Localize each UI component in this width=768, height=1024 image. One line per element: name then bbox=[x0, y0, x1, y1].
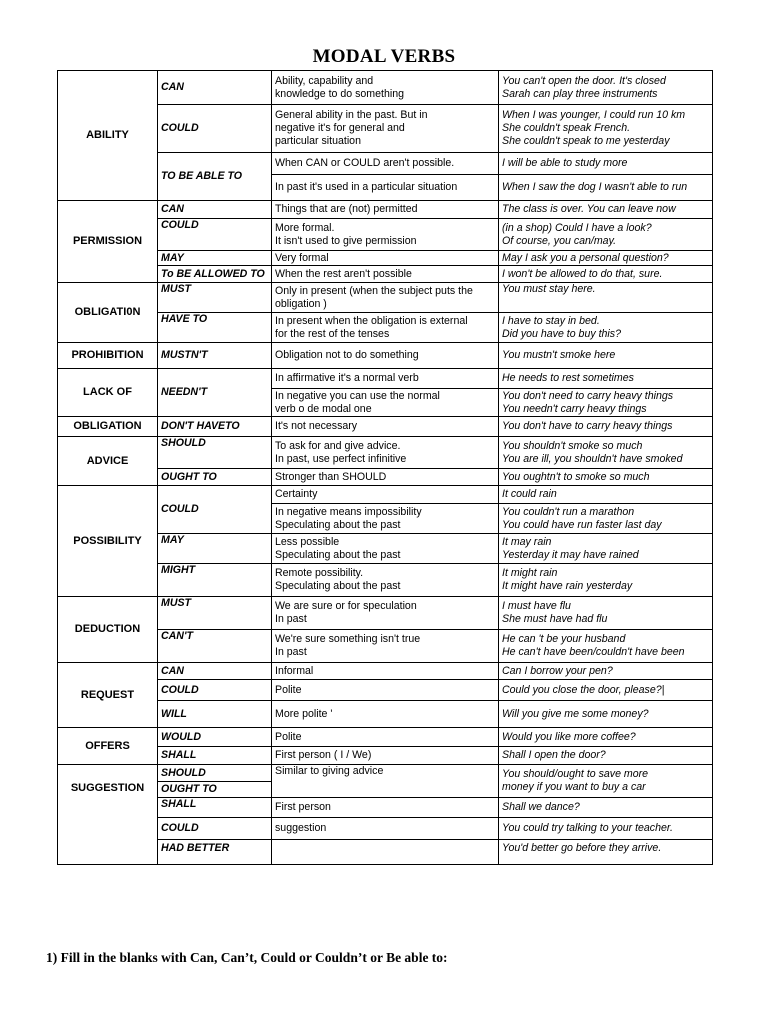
modal-verb: MUSTN'T bbox=[158, 343, 272, 369]
usage-cell: We are sure or for speculation In past bbox=[272, 597, 499, 630]
usage-cell: In past it's used in a particular situation bbox=[272, 175, 499, 201]
example-cell: You don't have to carry heavy things bbox=[499, 417, 713, 437]
example-cell: He can 't be your husband He can't have been/couldn't have been bbox=[499, 630, 713, 663]
table-row bbox=[58, 417, 713, 437]
example-cell: Shall we dance? bbox=[499, 798, 713, 818]
category-deduction: DEDUCTION bbox=[58, 597, 158, 663]
example-cell: You should/ought to save more money if you want to buy a car bbox=[499, 765, 713, 798]
usage-cell: Polite bbox=[272, 728, 499, 747]
usage-cell: First person bbox=[272, 798, 499, 818]
usage-cell: First person ( I / We) bbox=[272, 747, 499, 765]
example-cell: He needs to rest sometimes bbox=[499, 369, 713, 389]
category-offers: OFFERS bbox=[58, 728, 158, 765]
example-cell: The class is over. You can leave now bbox=[499, 201, 713, 219]
modal-verb: WILL bbox=[158, 701, 272, 728]
usage-cell: Very formal bbox=[272, 251, 499, 266]
category-prohibition: PROHIBITION bbox=[58, 343, 158, 369]
modal-verb: SHOULD bbox=[158, 437, 272, 469]
modal-verb: CAN bbox=[158, 71, 272, 105]
example-cell: You oughtn't to smoke so much bbox=[499, 469, 713, 486]
usage-cell: Informal bbox=[272, 663, 499, 680]
usage-cell: Stronger than SHOULD bbox=[272, 469, 499, 486]
usage-cell: It's not necessary bbox=[272, 417, 499, 437]
usage-cell: In negative you can use the normal verb o de modal one bbox=[272, 389, 499, 417]
modal-verb: DON'T HAVETO bbox=[158, 417, 272, 437]
example-cell: It might rain It might have rain yesterday bbox=[499, 564, 713, 597]
example-cell: You'd better go before they arrive. bbox=[499, 840, 713, 865]
table-row bbox=[58, 71, 713, 105]
modal-verb: MIGHT bbox=[158, 564, 272, 597]
modal-verb: To BE ALLOWED TO bbox=[158, 266, 272, 283]
example-cell: I must have flu She must have had flu bbox=[499, 597, 713, 630]
usage-cell: Things that are (not) permitted bbox=[272, 201, 499, 219]
usage-cell: More formal. It isn't used to give permission bbox=[272, 219, 499, 251]
usage-cell: Only in present (when the subject puts the obligation ) bbox=[272, 283, 499, 313]
modal-verb: MAY bbox=[158, 534, 272, 564]
modal-verb: SHALL bbox=[158, 747, 272, 765]
modal-verb: MUST bbox=[158, 597, 272, 630]
modal-verb: NEEDN'T bbox=[158, 369, 272, 417]
modal-verb: COULD bbox=[158, 105, 272, 153]
exercise-instruction: 1) Fill in the blanks with Can, Can’t, Could or Couldn’t or Be able to: bbox=[46, 950, 448, 965]
example-cell: It may rain Yesterday it may have rained bbox=[499, 534, 713, 564]
category-obligation-label: OBLIGATION bbox=[58, 417, 158, 437]
example-cell: I will be able to study more bbox=[499, 153, 713, 175]
usage-cell: suggestion bbox=[272, 818, 499, 840]
example-cell: I won't be allowed to do that, sure. bbox=[499, 266, 713, 283]
page-title: MODAL VERBS bbox=[312, 46, 456, 67]
modal-verb: SHOULD bbox=[158, 765, 272, 782]
table-row bbox=[58, 486, 713, 504]
table-row bbox=[58, 369, 713, 389]
modal-verb: MUST bbox=[158, 283, 272, 313]
modal-verb: HAD BETTER bbox=[158, 840, 272, 865]
usage-cell: Polite bbox=[272, 680, 499, 701]
category-request: REQUEST bbox=[58, 663, 158, 728]
table-row bbox=[58, 663, 713, 680]
table-row bbox=[58, 283, 713, 313]
example-cell: When I was younger, I could run 10 km She couldn't speak French. She couldn't speak to me yesterday bbox=[499, 105, 713, 153]
usage-cell: To ask for and give advice. In past, use perfect infinitive bbox=[272, 437, 499, 469]
example-cell: You shouldn't smoke so much You are ill, you shouldn't have smoked bbox=[499, 437, 713, 469]
category-obligation: OBLIGATI0N bbox=[58, 283, 158, 343]
modal-verb: OUGHT TO bbox=[158, 469, 272, 486]
category-permission: PERMISSION bbox=[58, 201, 158, 283]
usage-cell: General ability in the past. But in negative it's for general and particular situation bbox=[272, 105, 499, 153]
modal-verb: SHALL bbox=[158, 798, 272, 818]
example-cell: It could rain bbox=[499, 486, 713, 504]
example-cell: Would you like more coffee? bbox=[499, 728, 713, 747]
example-cell: You can't open the door. It's closed Sarah can play three instruments bbox=[499, 71, 713, 105]
category-suggestion: SUGGESTION bbox=[58, 765, 158, 865]
modal-verb: MAY bbox=[158, 251, 272, 266]
modal-verb: CAN bbox=[158, 201, 272, 219]
usage-cell: We're sure something isn't true In past bbox=[272, 630, 499, 663]
example-cell: Could you close the door, please?| bbox=[499, 680, 713, 701]
example-cell: You could try talking to your teacher. bbox=[499, 818, 713, 840]
usage-cell: In affirmative it's a normal verb bbox=[272, 369, 499, 389]
usage-cell: Obligation not to do something bbox=[272, 343, 499, 369]
example-cell: You must stay here. bbox=[499, 283, 713, 313]
example-cell: You mustn't smoke here bbox=[499, 343, 713, 369]
example-cell: Will you give me some money? bbox=[499, 701, 713, 728]
usage-cell: In present when the obligation is external for the rest of the tenses bbox=[272, 313, 499, 343]
category-advice: ADVICE bbox=[58, 437, 158, 486]
example-cell: May I ask you a personal question? bbox=[499, 251, 713, 266]
modal-verb: TO BE ABLE TO bbox=[158, 153, 272, 201]
example-cell: When I saw the dog I wasn't able to run bbox=[499, 175, 713, 201]
usage-cell: Certainty bbox=[272, 486, 499, 504]
usage-cell: Less possible Speculating about the past bbox=[272, 534, 499, 564]
category-possibility: POSSIBILITY bbox=[58, 486, 158, 597]
usage-cell: In negative means impossibility Speculating about the past bbox=[272, 504, 499, 534]
usage-cell: When the rest aren't possible bbox=[272, 266, 499, 283]
modal-verb: WOULD bbox=[158, 728, 272, 747]
table-row bbox=[58, 201, 713, 219]
usage-cell: Ability, capability and knowledge to do something bbox=[272, 71, 499, 105]
example-cell: I have to stay in bed. Did you have to buy this? bbox=[499, 313, 713, 343]
modal-verb: COULD bbox=[158, 818, 272, 840]
category-ability: ABILITY bbox=[58, 71, 158, 201]
modal-verb: CAN bbox=[158, 663, 272, 680]
usage-cell bbox=[272, 840, 499, 865]
modal-verb: COULD bbox=[158, 680, 272, 701]
modal-verb: OUGHT TO bbox=[158, 782, 272, 798]
usage-cell: Similar to giving advice bbox=[272, 765, 499, 798]
modal-verbs-table bbox=[57, 70, 713, 865]
table-row bbox=[58, 343, 713, 369]
table-row bbox=[58, 728, 713, 747]
example-cell: Shall I open the door? bbox=[499, 747, 713, 765]
usage-cell: Remote possibility. Speculating about the past bbox=[272, 564, 499, 597]
table-row bbox=[58, 765, 713, 782]
modal-verb: COULD bbox=[158, 219, 272, 251]
usage-cell: When CAN or COULD aren't possible. bbox=[272, 153, 499, 175]
example-cell: Can I borrow your pen? bbox=[499, 663, 713, 680]
modal-verb: COULD bbox=[158, 486, 272, 534]
table-row bbox=[58, 597, 713, 630]
table-row bbox=[58, 437, 713, 469]
modal-verb: HAVE TO bbox=[158, 313, 272, 343]
modal-verb: CAN'T bbox=[158, 630, 272, 663]
usage-cell: More polite ' bbox=[272, 701, 499, 728]
category-lack-of: LACK OF bbox=[58, 369, 158, 417]
example-cell: You don't need to carry heavy things You needn't carry heavy things bbox=[499, 389, 713, 417]
example-cell: You couldn't run a marathon You could have run faster last day bbox=[499, 504, 713, 534]
example-cell: (in a shop) Could I have a look? Of course, you can/may. bbox=[499, 219, 713, 251]
